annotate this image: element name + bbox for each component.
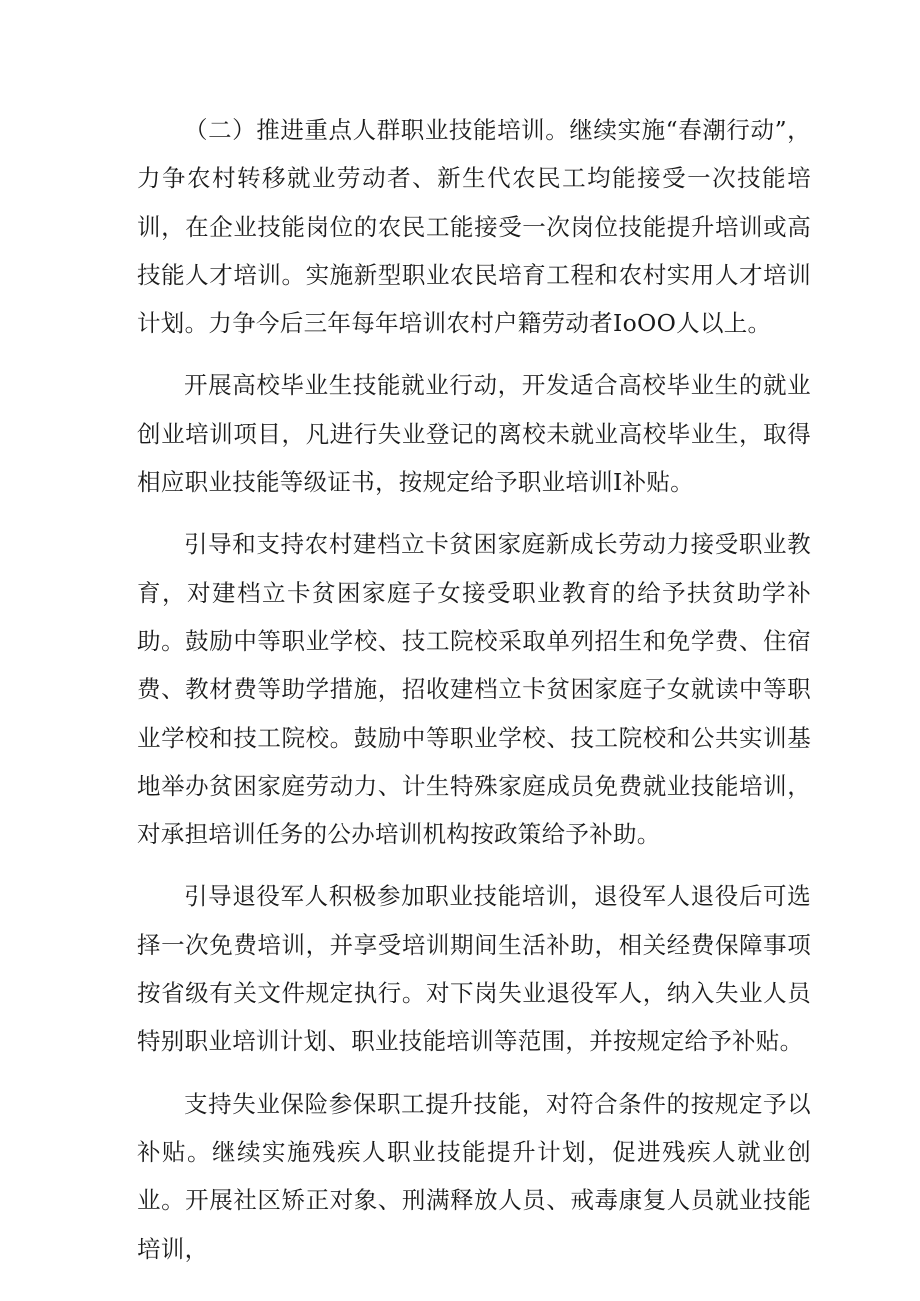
paragraph-graduates: 开展高校毕业生技能就业行动，开发适合高校毕业生的就业创业培训项目，凡进行失业登记的离校未就业高校毕业生，取得相应职业技能等级证书，按规定给予职业培训I补贴。 [137, 371, 811, 497]
paragraph-unemployment-insurance: 支持失业保险参保职工提升技能，对符合条件的按规定予以补贴。继续实施残疾人职业技能提升计划，促进残疾人就业创业。开展社区矫正对象、刑满释放人员、戒毒康复人员就业技能培训， [137, 1089, 811, 1263]
paragraph-veterans: 引导退役军人积极参加职业技能培训，退役军人退役后可选择一次免费培训，并享受培训期间生活补助，相关经费保障事项按省级有关文件规定执行。对下岗失业退役军人，纳入失业人员特别职业培训计划、职业技能培训等范围，并按规定给予补贴。 [137, 882, 811, 1056]
paragraph-poverty-families: 引导和支持农村建档立卡贫困家庭新成长劳动力接受职业教育，对建档立卡贫困家庭子女接受职业教育的给予扶贫助学补助。鼓励中等职业学校、技工院校采取单列招生和免学费、住宿费、教材费等助学措施，招收建档立卡贫困家庭子女就读中等职业学校和技工院校。鼓励中等职业学校、技工院校和公共实训基地举办贫困家庭劳动力、计生特殊家庭成员免费就业技能培训，对承担培训任务的公办培训机构按政策给予补助。 [137, 530, 811, 849]
document-body [137, 106, 811, 1273]
paragraph-key-groups-training: （二）推进重点人群职业技能培训。继续实施“春潮行动”，力争农村转移就业劳动者、新生代农民工均能接受一次技能培训，在企业技能岗位的农民工能接受一次岗位技能提升培训或高技能人才培训。实施新型职业农民培育工程和农村实用人才培训计划。力争今后三年每年培训农村户籍劳动者IoOO人以上。 [137, 116, 811, 338]
